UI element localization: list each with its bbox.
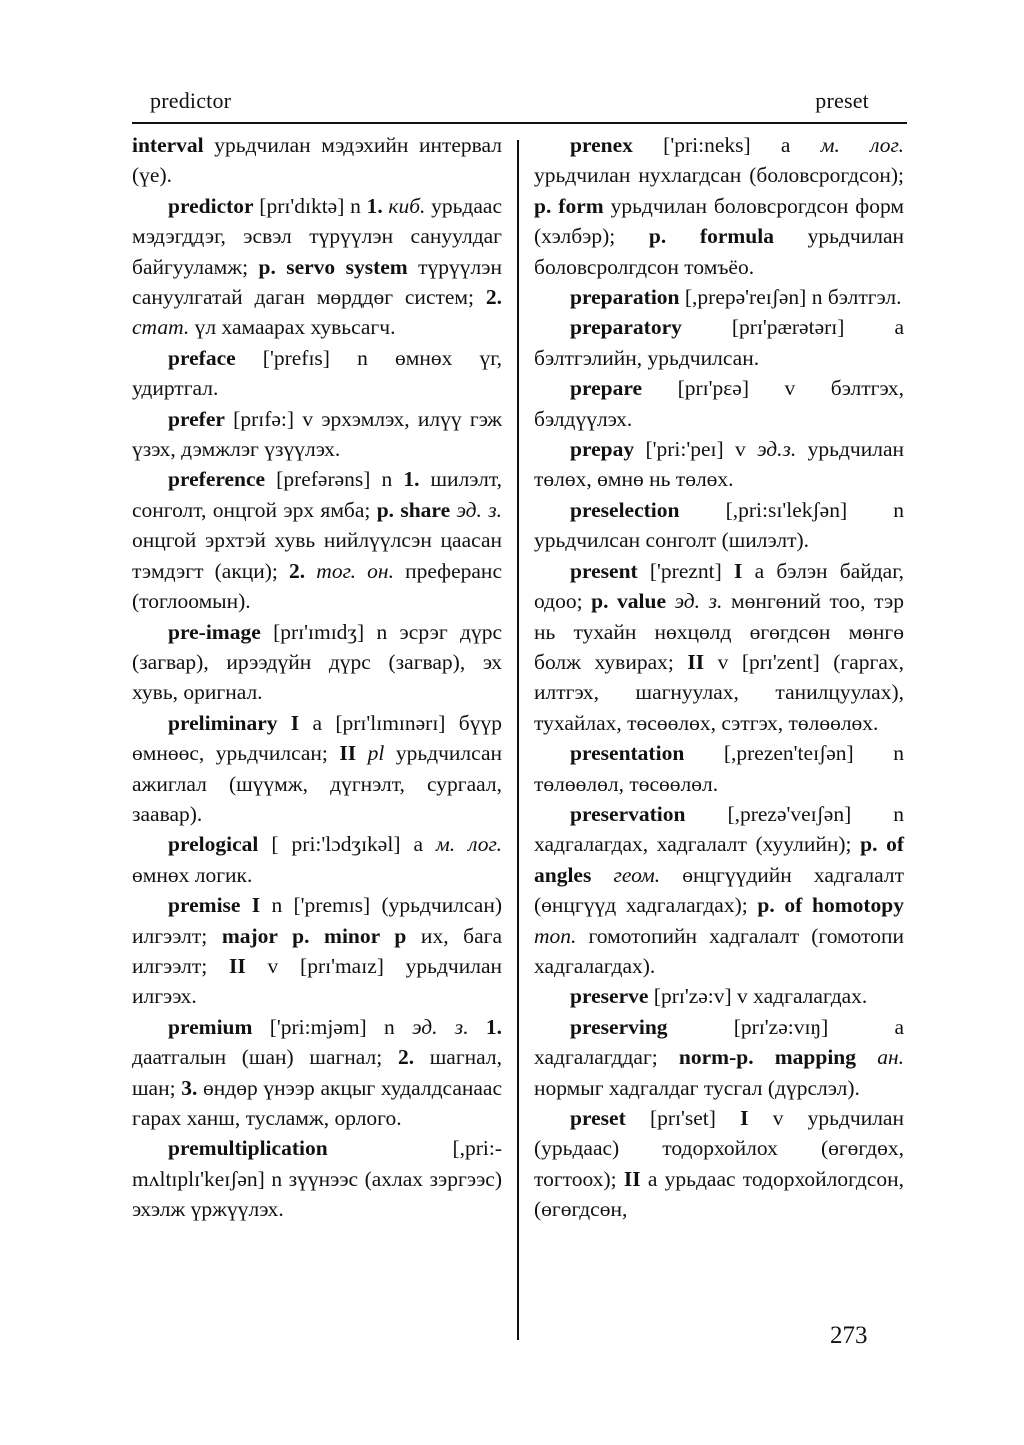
pronunciation: [,prezə'veɪʃən] (685, 801, 894, 826)
sub-entry: major p. minor p (221, 923, 407, 948)
definition: онцгой эрхтэй хувь нийлүүлсэн цаасан тэмдэгт (акци); (132, 528, 502, 583)
definition: урьдчилан нухлагдсан (боловсрогдсон); (534, 163, 904, 188)
headword: preset (570, 1106, 626, 1130)
definition: урьдчилан (урьдаас) тодорхойлох (өгөгдөх, тогтоох); (534, 1106, 904, 1191)
headword: pre-image (168, 619, 261, 644)
left-column (132, 130, 502, 1225)
part-of-speech: n (271, 1166, 283, 1191)
definition: түрүүлэн сануулгатай даган мөрддөг систем; (132, 254, 502, 310)
entry-present (534, 556, 904, 738)
pronunciation: [,prezen'teɪʃən] (684, 741, 894, 766)
headword: prenex (570, 133, 633, 157)
headword: preface (168, 345, 236, 370)
pronunciation: [prɪfə:] (224, 406, 303, 431)
part-of-speech: a (413, 832, 437, 857)
pronunciation: ['pri:mjəm] (252, 1014, 385, 1039)
definition: мөнгөний тоо, тэр нь тухайн нөхцөлд өгөгдсөн мөнгө болж хувирах; (534, 589, 905, 674)
part-of-speech: a (894, 1014, 904, 1039)
sense-number: II (623, 1166, 648, 1191)
sense-number: II (339, 741, 368, 766)
field-label: эд.з. (757, 437, 797, 462)
headword: prepay (570, 437, 635, 462)
field-label: стат. (132, 315, 190, 340)
field-label: топ. (534, 923, 577, 948)
sense-number: 1. (403, 467, 420, 492)
pronunciation: [ pri:'lɔdʒɪkəl] (258, 832, 414, 857)
pronunciation: [prɪ'ɪmɪdʒ] (260, 619, 377, 644)
field-label: эд. з. (412, 1014, 469, 1039)
definition: өмнөх логик. (132, 862, 253, 887)
right-column (534, 130, 904, 1225)
definition: бүүр өмнөөс, урьдчилсан; (132, 710, 502, 766)
sense-number: 1. (366, 193, 389, 218)
definition: урьдаас мэдэгддэг, эсвэл түрүүлэн сануулдаг байгууламж; (132, 193, 502, 279)
headword: premultiplication (168, 1136, 328, 1161)
entry-premium (132, 1012, 502, 1134)
entry-prepare (534, 373, 904, 434)
definition: бэлтгэлийн, урьдчилсан. (534, 345, 760, 370)
definition: шагнал, шан; (132, 1045, 503, 1100)
definition: эсрэг дүрс (загвар), ирээдүйн дүрс (загвар), эх хувь, оригнал. (132, 619, 502, 705)
entry-preserving (534, 1012, 904, 1103)
sense-number: 1. (468, 1014, 502, 1039)
definition: өндөр үнээр акцыг худалдсанаас гарах ханш, тусламж, орлого. (132, 1075, 503, 1130)
part-of-speech: v (735, 437, 758, 462)
part-of-speech: n (893, 497, 904, 522)
sense-number: II (687, 649, 718, 674)
running-head-right: preset (815, 88, 869, 113)
definition: хадгалагдах. (747, 984, 868, 1009)
column-divider (517, 140, 519, 1340)
definition: (урьдчилсан) илгээлт; (132, 893, 502, 948)
part-of-speech: v (784, 376, 796, 401)
entry-presentation (534, 738, 904, 799)
definition: урьдчилан илгээх. (132, 953, 503, 1009)
headword: preparatory (570, 315, 682, 340)
part-of-speech: n (376, 619, 388, 644)
pronunciation: [prɪ'zə:vɪŋ] (667, 1014, 895, 1039)
header-rule (132, 122, 907, 124)
headword: premise (168, 893, 241, 918)
entry-preference (132, 464, 502, 616)
part-of-speech: v (717, 649, 729, 674)
part-of-speech: v (772, 1106, 784, 1130)
part-of-speech: n (271, 893, 283, 918)
definition: урьдчилсан ажиглал (шүүмж, дүгнэлт, сургаал, заавар). (132, 741, 502, 826)
headword: preservation (570, 801, 686, 826)
pronunciation: ['prefɪs] (235, 345, 358, 370)
entry-preselection (534, 495, 904, 556)
pronunciation: [prɪ'maɪz] (278, 953, 406, 978)
part-of-speech: n (893, 801, 904, 826)
field-label: эд. з. (450, 497, 502, 522)
entry-preset (534, 1103, 904, 1225)
headword: preparation (570, 285, 680, 310)
sub-entry: p. servo system (258, 254, 408, 279)
definition: хадгалагдах, хадгалалт (хуулийн); (534, 832, 861, 857)
definition: зүүнээс (ахлах зэргээс) эхэлж үржүүлэх. (132, 1166, 503, 1222)
definition: (гаргах, илтгэх, шагнуулах, танилцуулах), тухайлах, төсөөлөх, сэтгэх, төлөөлөх. (534, 649, 904, 735)
entry-preliminary (132, 708, 502, 830)
sense-number: II (229, 953, 268, 978)
headword: preliminary (168, 710, 278, 735)
definition: преферанс (тоглоомын). (132, 558, 502, 614)
part-of-speech: a (312, 710, 323, 735)
pronunciation: ['pri:'peɪ] (634, 437, 735, 462)
sub-entry: p. share (376, 497, 451, 522)
pronunciation: [prɪ'zent] (728, 649, 834, 674)
entry-preserve (534, 981, 904, 1011)
definition: урьдчилан боловсролгдсон томъёо. (534, 224, 905, 279)
sense-number: I (240, 893, 272, 918)
definition: бэлтгэл. (822, 285, 902, 310)
entry-pre-image (132, 617, 502, 708)
pronunciation: [prɪ'pærətərɪ] (681, 315, 895, 340)
field-label: ан. (856, 1045, 904, 1070)
sub-entry: p. of angles (534, 832, 904, 887)
definition: өмнөх үг, удиртгал. (132, 345, 502, 401)
part-of-speech: v (737, 984, 748, 1009)
pronunciation: [,pri:sɪ'lekʃən] (679, 497, 894, 522)
field-label: м. лог. (820, 133, 904, 157)
pronunciation: [prɪ'pɛə] (642, 376, 785, 401)
part-of-speech: n (350, 193, 367, 218)
headword: interval (132, 133, 204, 157)
sub-entry: p. formula (648, 224, 774, 249)
pronunciation: [prefərəns] (265, 467, 382, 492)
definition: үл хамаарах хувьсагч. (189, 315, 396, 340)
part-of-speech: v (302, 406, 314, 431)
sense-number: I (277, 710, 313, 735)
entry-preparatory (534, 312, 904, 373)
definition: урьдчилан мэдэхийн интервал (үе). (132, 133, 502, 188)
headword: preselection (570, 497, 680, 522)
headword: preserving (570, 1014, 668, 1039)
entry-prenex (534, 130, 904, 282)
sense-number: 2. (485, 285, 502, 310)
field-label: м. лог. (436, 832, 502, 857)
field-label: эд. з. (666, 589, 723, 614)
headword: preference (168, 467, 266, 492)
entry-prepay (534, 434, 904, 495)
definition: бэлтгэх, бэлдүүлэх. (534, 376, 904, 431)
sub-entry: p. of homotopy (757, 893, 904, 918)
pronunciation: [,prepə'reɪʃən] (679, 285, 812, 310)
field-label: геом. (591, 862, 661, 887)
sub-entry: norm-p. mapping (678, 1045, 857, 1070)
pronunciation: ['premɪs] (282, 893, 382, 918)
part-of-speech: a (894, 315, 904, 340)
entry-prefer (132, 404, 502, 465)
part-of-speech: n (811, 285, 823, 310)
entry-preservation (534, 799, 904, 981)
pronunciation: [prɪ'dɪktə] (253, 193, 351, 218)
sense-number: I (740, 1106, 773, 1130)
headword: present (570, 558, 638, 583)
definition: төлөөлөл, төсөөлөл. (534, 771, 719, 796)
definition: их, бага илгээлт; (132, 923, 502, 978)
field-label: pl (367, 741, 385, 766)
definition: урьдчилсан сонголт (шилэлт). (534, 528, 810, 553)
entry-predictor (132, 191, 502, 343)
headword: prefer (168, 406, 225, 431)
definition: даатгалын (шан) шагнал; (132, 1045, 398, 1070)
definition: урьдчилан боловсрогдсон форм (хэлбэр); (534, 193, 904, 249)
headword: presentation (570, 741, 685, 766)
part-of-speech: a (647, 1166, 658, 1191)
pronunciation: [prɪ'lɪmɪnərɪ] (322, 710, 459, 735)
part-of-speech: n (893, 741, 904, 766)
sense-number: 2. (397, 1045, 415, 1070)
sub-entry: p. form (534, 193, 604, 218)
page-number: 273 (830, 1322, 868, 1349)
part-of-speech: n (357, 345, 368, 370)
entry-interval-continued (132, 130, 502, 191)
part-of-speech: n (381, 467, 404, 492)
headword: premium (168, 1014, 253, 1039)
part-of-speech: a (754, 558, 765, 583)
part-of-speech: v (267, 953, 279, 978)
entry-preface (132, 343, 502, 404)
pronunciation: ['preznt] (637, 558, 734, 583)
definition: өнцгүүдийн хадгалалт (өнцгүүд хадгалагдах); (534, 862, 904, 918)
definition: урьдчилан төлөх, өмнө нь төлөх. (534, 437, 904, 492)
running-head-left: predictor (150, 88, 232, 113)
entry-premise (132, 890, 502, 1012)
part-of-speech: n (384, 1014, 413, 1039)
definition: эрхэмлэх, илүү гэж үзэх, дэмжлэг үзүүлэх. (132, 406, 502, 462)
headword: predictor (168, 193, 254, 218)
pronunciation: [prɪ'set] (625, 1106, 741, 1130)
sub-entry: p. value (591, 589, 667, 614)
definition: хадгалагддаг; (534, 1045, 679, 1070)
definition: гомотопийн хадгалалт (гомотопи хадгалагдах). (534, 923, 904, 978)
part-of-speech: a (780, 133, 821, 157)
entry-premultiplication (132, 1133, 502, 1224)
headword: prelogical (168, 832, 259, 857)
pronunciation: [,pri:-mʌltɪplɪ'keɪʃən] (132, 1136, 502, 1191)
definition: нормыг хадгалдаг тусгал (дүрслэл). (534, 1075, 860, 1100)
pronunciation: [prɪ'zə:v] (648, 984, 738, 1009)
field-label: киб. (388, 193, 426, 218)
definition: урьдаас тодорхойлогдсон, (өгөгдсөн, (534, 1166, 904, 1222)
sense-number: I (734, 558, 755, 583)
field-label: тог. он. (316, 558, 394, 583)
entry-preparation (534, 282, 904, 312)
pronunciation: ['pri:neks] (632, 133, 781, 157)
headword: preserve (570, 984, 649, 1009)
entry-prelogical (132, 829, 502, 890)
sense-number: 2. (289, 558, 317, 583)
definition: шилэлт, сонголт, онцгой эрх ямба; (132, 467, 503, 522)
headword: prepare (570, 376, 643, 401)
definition: бэлэн байдаг, одоо; (534, 558, 904, 614)
sense-number: 3. (181, 1075, 198, 1100)
